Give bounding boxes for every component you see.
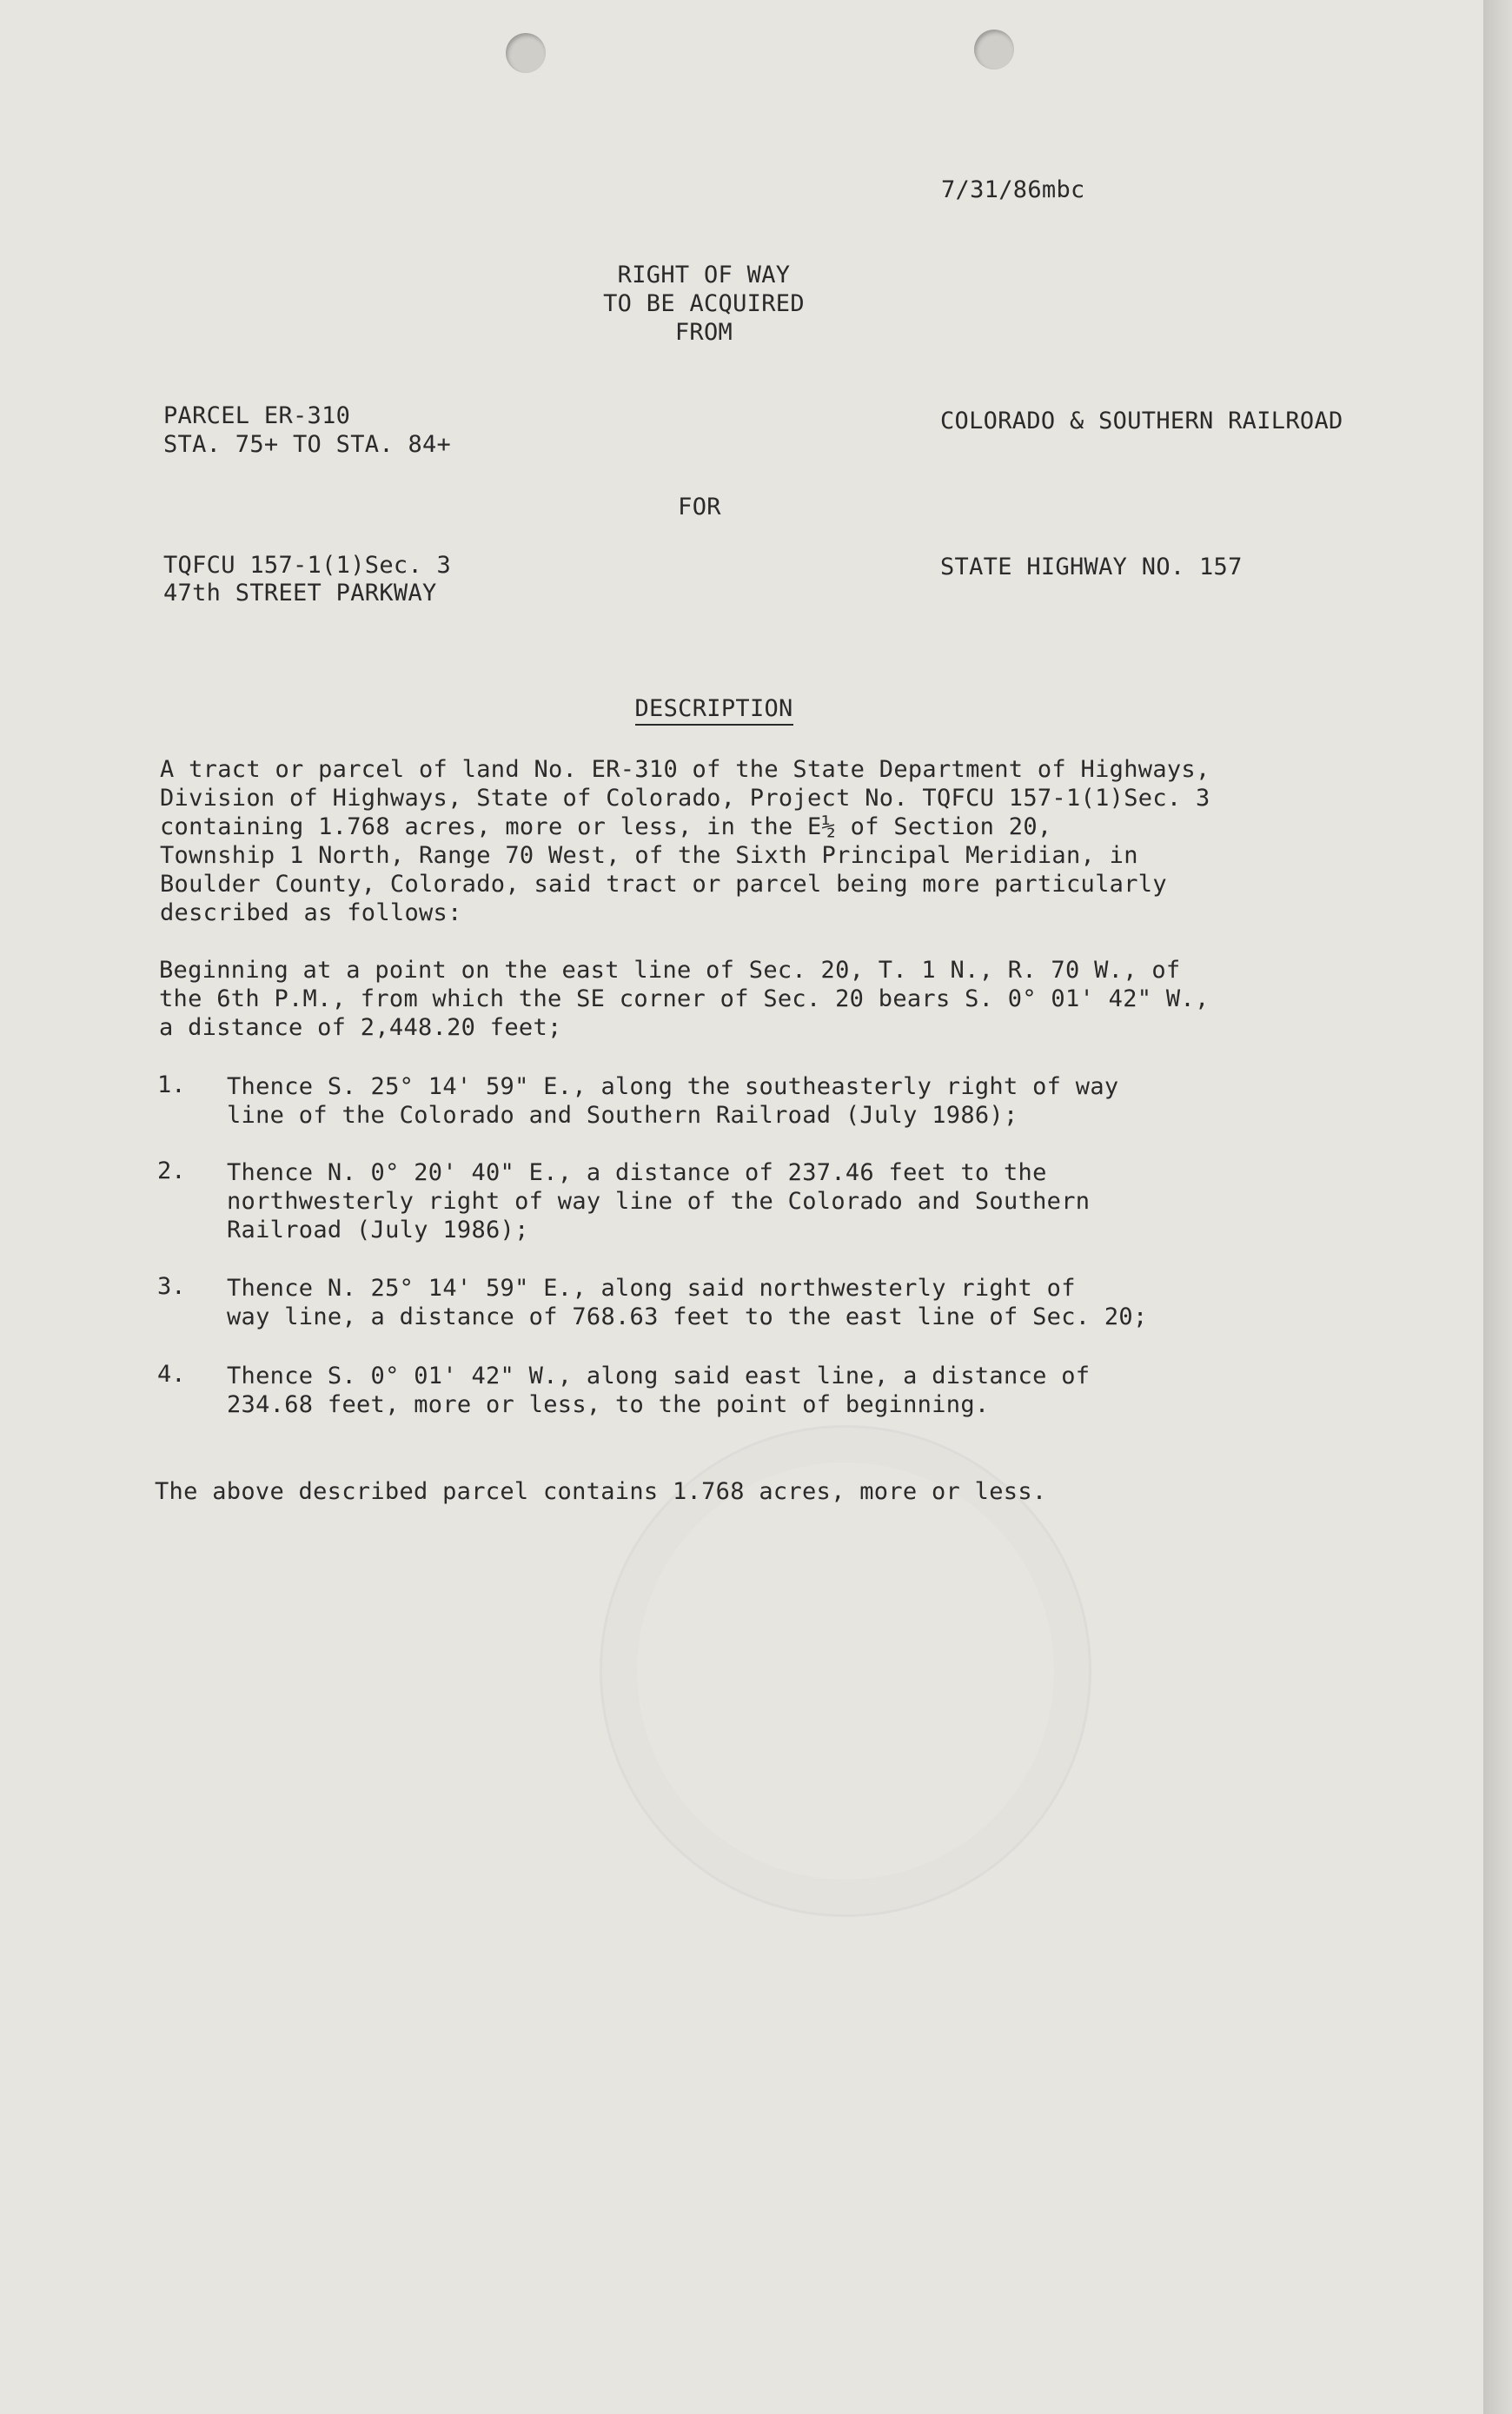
page-edge [1483, 0, 1512, 2414]
highway-number: STATE HIGHWAY NO. 157 [940, 554, 1243, 580]
title-line-1: RIGHT OF WAY [617, 262, 791, 288]
punch-hole-right [974, 30, 1014, 70]
course-2-text: Thence N. 0° 20' 40" E., a distance of 237.46 feet to the northwesterly right of way line of the Colorado and Southern Railroad (July 1986); [227, 1159, 1091, 1243]
title-line-3: FROM [674, 319, 733, 346]
course-1-text: Thence S. 25° 14' 59" E., along the southeasterly right of way line of the Colorado and Southern Railroad (July 1986); [227, 1073, 1119, 1129]
course-3-text: Thence N. 25° 14' 59" E., along said northwesterly right of way line, a distance of 768.63 feet to the east line of Sec. 20; [227, 1275, 1148, 1330]
date-code: 7/31/86mbc [941, 176, 1085, 203]
project-number: TQFCU 157-1(1)Sec. 3 [163, 552, 452, 579]
course-4-text: Thence S. 0° 01' 42" W., along said east line, a distance of 234.68 feet, more or less, to the point of beginning. [227, 1363, 1091, 1418]
project-name: 47th STREET PARKWAY [163, 580, 437, 607]
course-1-number: 1. [157, 1071, 186, 1098]
course-4-number: 4. [157, 1361, 186, 1388]
closing-statement: The above described parcel contains 1.768 acres, more or less. [155, 1478, 1047, 1505]
punch-hole-left [506, 33, 546, 73]
description-heading: DESCRIPTION [635, 695, 793, 726]
parcel-stations: STA. 75+ TO STA. 84+ [163, 431, 452, 458]
description-intro: A tract or parcel of land No. ER-310 of the State Department of Highways, Division of Highways, State of Colorado, Project No. TQFCU 157-1(1)Sec. 3 containing 1.768 acres, more or less, in the E½ of Section 20, Township 1 North, Range 70 West, of the Sixth Principal Meridian, in Boulder County, Colorado, said tract or parcel being more particularly described as follows: [160, 756, 1210, 926]
course-2-number: 2. [157, 1157, 186, 1184]
for-label: FOR [678, 494, 721, 521]
beginning-paragraph: Beginning at a point on the east line of Sec. 20, T. 1 N., R. 70 W., of the 6th P.M., from which the SE corner of Sec. 20 bears S. 0° 01' 42" W., a distance of 2,448.20 feet; [159, 957, 1210, 1041]
owner-name: COLORADO & SOUTHERN RAILROAD [940, 408, 1343, 434]
course-3-number: 3. [157, 1273, 186, 1300]
title-line-2: TO BE ACQUIRED [603, 290, 805, 317]
parcel-number: PARCEL ER-310 [163, 402, 351, 429]
